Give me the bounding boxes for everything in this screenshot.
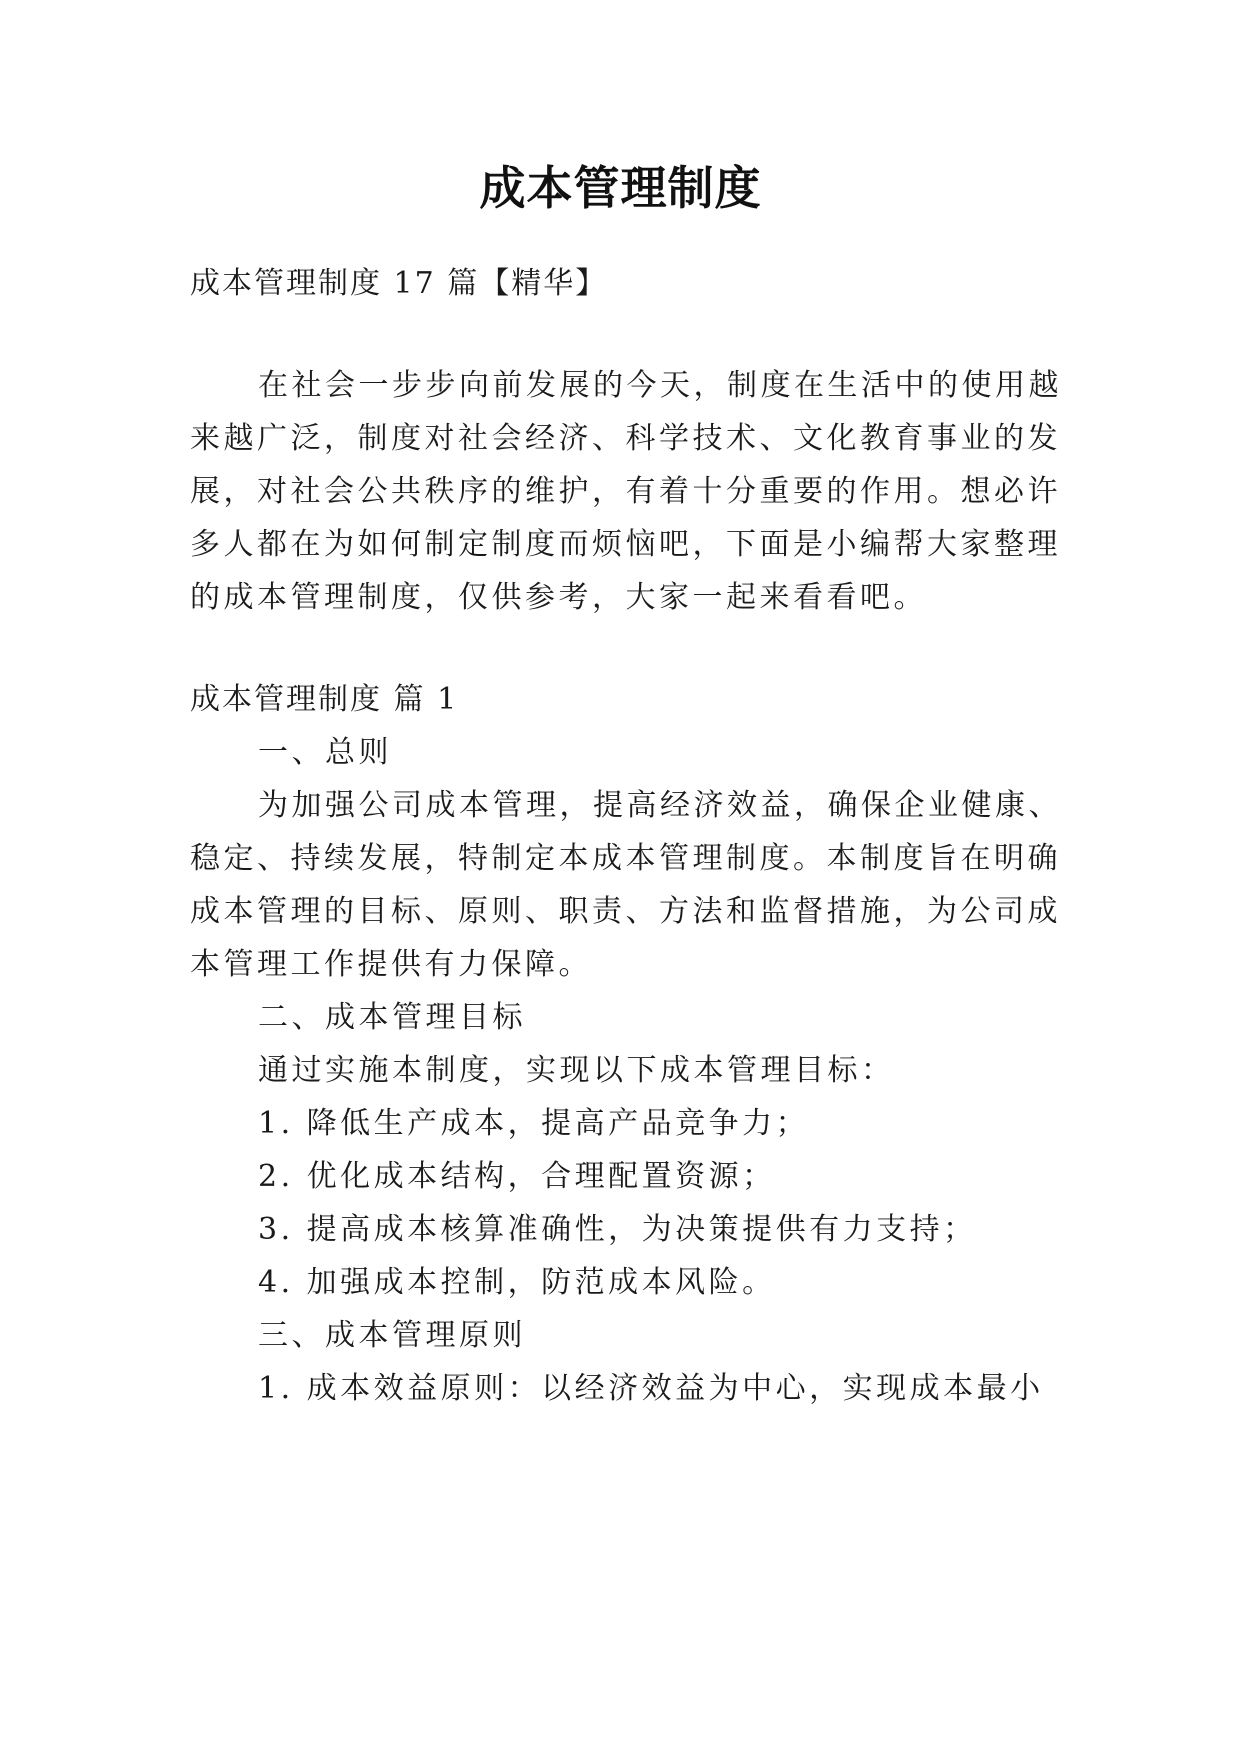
intro-line: 的成本管理制度，仅供参考，大家一起来看看吧。	[190, 580, 927, 615]
intro-line: 多人都在为如何制定制度而烦恼吧，下面是小编帮大家整理	[190, 527, 1061, 562]
section-heading: 成本管理制度 篇 1	[190, 682, 459, 717]
part1-heading: 一、总则	[258, 735, 392, 770]
part1-line: 稳定、持续发展，特制定本成本管理制度。本制度旨在明确	[190, 841, 1061, 876]
part1-line: 本管理工作提供有力保障。	[190, 947, 592, 982]
document-subtitle: 成本管理制度 17 篇【精华】	[190, 266, 608, 301]
intro-line: 展，对社会公共秩序的维护，有着十分重要的作用。想必许	[190, 474, 1061, 509]
part2-item: 2. 优化成本结构，合理配置资源；	[258, 1159, 776, 1194]
intro-line: 在社会一步步向前发展的今天，制度在生活中的使用越	[258, 368, 1062, 403]
part1-line: 成本管理的目标、原则、职责、方法和监督措施，为公司成	[190, 894, 1061, 929]
part3-heading: 三、成本管理原则	[258, 1318, 526, 1353]
part2-item: 3. 提高成本核算准确性，为决策提供有力支持；	[258, 1212, 977, 1247]
intro-line: 来越广泛，制度对社会经济、科学技术、文化教育事业的发	[190, 421, 1061, 456]
part1-line: 为加强公司成本管理，提高经济效益，确保企业健康、	[258, 788, 1062, 823]
part2-item: 1. 降低生产成本，提高产品竞争力；	[258, 1106, 810, 1141]
part3-item: 1. 成本效益原则：以经济效益为中心，实现成本最小	[258, 1371, 1044, 1406]
document-title: 成本管理制度	[479, 161, 762, 215]
part2-item: 4. 加强成本控制，防范成本风险。	[258, 1265, 776, 1300]
part2-heading: 二、成本管理目标	[258, 1000, 526, 1035]
part2-intro: 通过实施本制度，实现以下成本管理目标：	[258, 1053, 895, 1088]
